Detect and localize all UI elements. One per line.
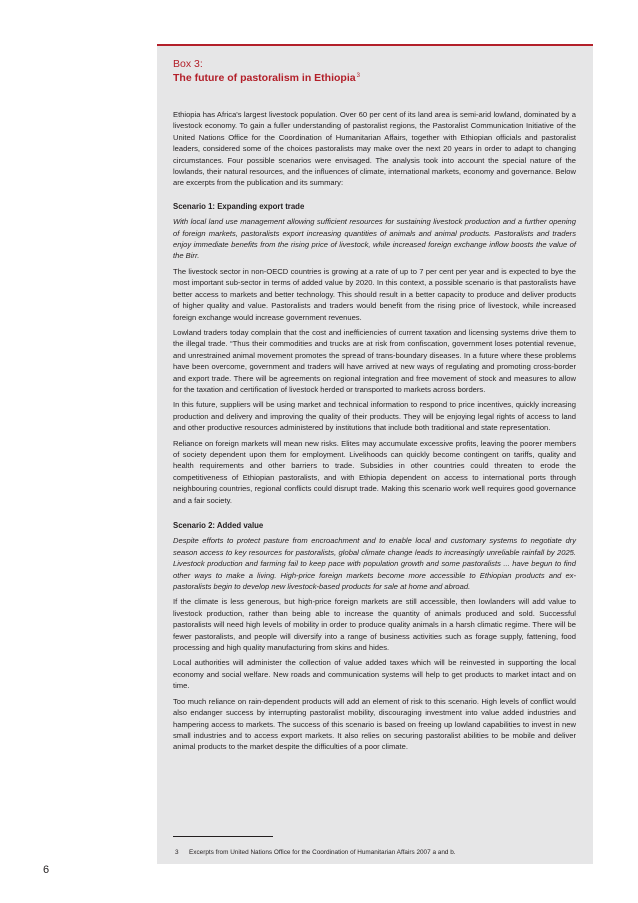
scenario-1-paragraph: In this future, suppliers will be using market and technical information to respond to price incentives, quickly increasing production and delivery and improving the quality of their products. They will be enjoying legal rights of access to land and other productive resources administered by institutions that include both traditional and state representation.	[173, 400, 576, 433]
footnote	[175, 848, 456, 857]
scenario-2-summary: Despite efforts to protect pasture from encroachment and to enable local and customary systems to negotiate dry season access to key resources for pastoralists, global climate change leads to increasingly unreliable rainfall by 2025. Livestock production and farming fail to keep pace with population growth and some pastoralists ... have begun to find other ways to make a living. High-price foreign markets become more accessible to Ethiopian products and ex-pastoralists begin to develop new livestock-based products for sale at home and abroad.	[173, 536, 576, 592]
scenario-1-summary: With local land use management allowing sufficient resources for sustaining livestock production and a further opening of foreign markets, pastoralists export increasing quantities of animals and animal products. Pastoralists and traders enjoy immediate benefits from the rising price of livestock, while increased foreign exchange inflow boosts the value of the Birr.	[173, 217, 576, 261]
box-title-text: The future of pastoralism in Ethiopia	[173, 72, 356, 84]
intro-paragraph: Ethiopia has Africa's largest livestock population. Over 60 per cent of its land area is semi-arid lowland, dominated by a livestock economy. To gain a fuller understanding of pastoralist regions, the Pastoralist Communication Initiative of the United Nations Office for the Coordination of Humanitarian Affairs, together with Ethiopian officials and pastoralist leaders, considered some of the choices pastoralists may make over the next 20 years in order to adapt to changing circumstances. Four possible scenarios were envisaged. The analysis took into account the special nature of the lowlands, their natural resources, and the influences of climate, international markets, economy and governance. Below are excerpts from the publication and its summary:	[173, 110, 576, 188]
scenario-1-paragraph: Lowland traders today complain that the cost and inefficiencies of current taxation and licensing systems drive them to the illegal trade. “Thus their commodities and trucks are at risk from confiscation, government loses potential revenue, and unrestrained animal movement promotes the spread of trans-boundary diseases. In a future where these problems have been overcome, government and traders will have arrived at new ways of regulating and promoting cross-border and export trade. There will be agreements on regional integration and free movement of stock and measures to allow for the taxation and certification of livestock herded or transported to markets across borders.	[173, 327, 576, 394]
page-number: 6	[43, 864, 50, 876]
scenario-2-heading: Scenario 2: Added value	[173, 521, 264, 530]
footnote-reference: 3	[356, 73, 360, 79]
scenario-2-paragraph: Local authorities will administer the collection of value added taxes which will be reinvested in supporting the local economy and social welfare. New roads and communication systems will help to get products to market intact and on time.	[173, 658, 576, 691]
scenario-1-paragraph: The livestock sector in non-OECD countries is growing at a rate of up to 7 per cent per year and is expected to bye the most important sub-sector in terms of added value by 2020. In this context, a possible scenario is that pastoralists have better access to markets and better technology. This should result in a better capacity to produce and deliver products of higher quality and value. Pastoralists and traders would benefit from the rising price of livestock, while increased foreign exchange would increase government revenues.	[173, 266, 576, 322]
box-label: Box 3:	[173, 58, 203, 70]
scenario-1-heading: Scenario 1: Expanding export trade	[173, 201, 305, 211]
footnote-number: 3	[175, 849, 179, 856]
scenario-1-paragraph: Reliance on foreign markets will mean new risks. Elites may accumulate excessive profits, leaving the poorer members of society dependent upon them for employment. Livelihoods can quickly become contingent on tariffs, quality and health requirements and other barriers to trade. Subsidies in other countries could threaten to erode the competitiveness of Ethiopian pastoralists, and with Ethiopia dependent on access to international ports through neighbouring countries, regional conflicts could disrupt trade. Making this scenario work well requires good governance and a fair society.	[173, 438, 576, 505]
box-title	[173, 72, 576, 87]
footnote-divider	[173, 836, 273, 837]
scenario-2-paragraph: If the climate is less generous, but high-price foreign markets are still accessible, then lowlanders will add value to livestock production, rather than being able to increase the quantity of animals produced and sold. Successful pastoralists will need high levels of mobility in order to produce quality animals in a harsh climatic regime. There will be fewer pastoralists, and people will diversify into a range of business activities such as forage supply, fattening, food processing and high quality manufacturing from skins and hides.	[173, 597, 576, 653]
footnote-text: Excerpts from United Nations Office for the Coordination of Humanitarian Affairs 2007 a and b.	[189, 849, 456, 856]
box-3	[157, 44, 593, 864]
scenario-2-paragraph: Too much reliance on rain-dependent products will add an element of risk to this scenario. High levels of conflict would also endanger success by interrupting pastoralist mobility, discouraging investment into value added industries and hampering access to markets. The success of this scenario is based on freeing up lowland capabilities to invest in new small industries and to access export markets. It also relies on securing pastoralist abilities to be mobile and deliver animal products to the market despite the difficulties of a poor climate.	[173, 696, 576, 752]
